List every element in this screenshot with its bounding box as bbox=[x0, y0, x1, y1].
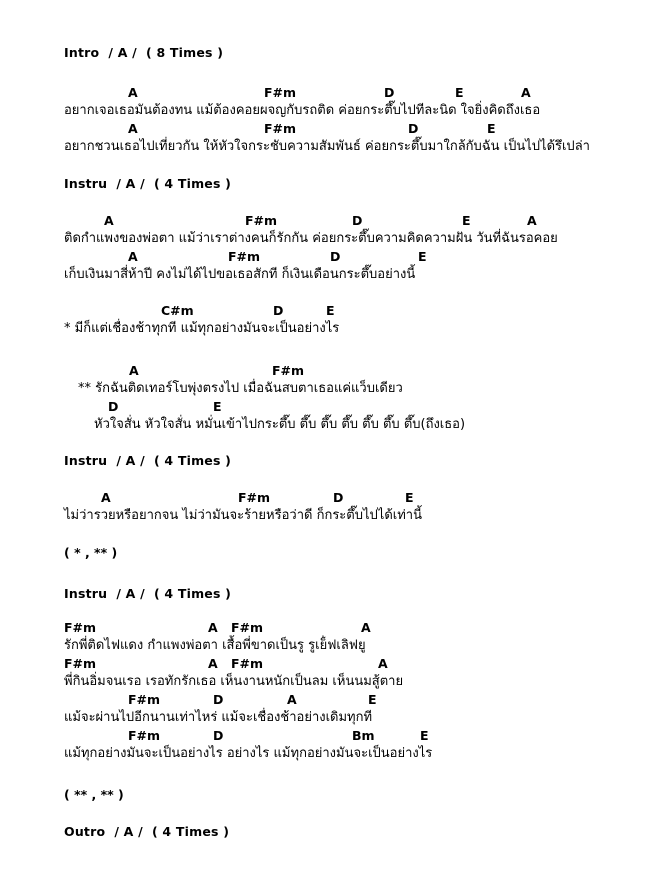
chord-label: F#m bbox=[64, 620, 97, 635]
verse-block bbox=[0, 84, 666, 156]
section-header bbox=[0, 45, 666, 61]
lyric-line: ติดกำแพงของพ่อตา แม้ว่าเราต่างคนก็รักกัน ค่อยกระตึ๊บความคิดความฝัน วันที่ฉันรอคอย bbox=[64, 231, 558, 246]
repeat-marker bbox=[0, 545, 666, 561]
section-header bbox=[0, 824, 666, 840]
lyric-line: ไม่ว่ารวยหรือยากจน ไม่ว่ามันจะร้ายหรือว่าดี ก็กระตึ๊บไปได้เท่านี้ bbox=[64, 508, 422, 523]
chord-label: D bbox=[352, 213, 363, 228]
section-header-text: Intro / A / ( 8 Times ) bbox=[64, 45, 224, 60]
chord-row bbox=[0, 727, 666, 744]
chord-label: E bbox=[213, 399, 222, 414]
chord-label: Bm bbox=[352, 728, 375, 743]
chord-label: A bbox=[361, 620, 371, 635]
chord-label: F#m bbox=[128, 728, 161, 743]
lyric-line: อยากเจอเธอมันต้องทน แม้ต้องคอยผจญกับรถติด ค่อยกระตึ๊บไปทีละนิด ใจยิ่งคิดถึงเธอ bbox=[64, 103, 541, 118]
section-header-text: Instru / A / ( 4 Times ) bbox=[64, 176, 232, 191]
chord-label: A bbox=[287, 692, 297, 707]
chord-label: D bbox=[384, 85, 395, 100]
chord-label: D bbox=[273, 303, 284, 318]
chord-label: E bbox=[455, 85, 464, 100]
lyric-line: หัวใจสั่น หัวใจสั่น หมั่นเข้าไปกระตึ๊บ ตึ๊บ ตึ๊บ ตึ๊บ ตึ๊บ ตึ๊บ ตึ๊บ(ถึงเธอ) bbox=[94, 417, 466, 432]
section-header bbox=[0, 453, 666, 469]
chord-row bbox=[0, 84, 666, 101]
chord-row bbox=[0, 362, 666, 379]
chord-label: A bbox=[521, 85, 531, 100]
lyric-line: เก็บเงินมาสี่ห้าปี คงไม่ได้ไปขอเธอสักที ก็เงินเดือนกระตึ๊บอย่างนี้ bbox=[64, 267, 416, 282]
lyric-line: แม้ทุกอย่างมันจะเป็นอย่างไร อย่างไร แม้ทุกอย่างมันจะเป็นอย่างไร bbox=[64, 746, 433, 761]
chord-label: F#m bbox=[228, 249, 261, 264]
chord-label: F#m bbox=[128, 692, 161, 707]
lyric-line: อยากชวนเธอไปเที่ยวกัน ให้หัวใจกระชับความสัมพันธ์ ค่อยกระตึ๊บมาใกล้กับฉัน เป็นไปได้รึเปล่า bbox=[64, 139, 590, 154]
chord-label: D bbox=[108, 399, 119, 414]
chord-row bbox=[0, 212, 666, 229]
chord-label: A bbox=[208, 656, 218, 671]
chord-row bbox=[0, 489, 666, 506]
chord-label: F#m bbox=[264, 85, 297, 100]
lyric-line: * มีก็แต่เชื่องช้าทุกที แม้ทุกอย่างมันจะเป็นอย่างไร bbox=[64, 321, 340, 336]
chord-row bbox=[0, 655, 666, 672]
section-header-text: Instru / A / ( 4 Times ) bbox=[64, 453, 232, 468]
verse-block bbox=[0, 619, 666, 763]
chord-label: F#m bbox=[264, 121, 297, 136]
chord-label: F#m bbox=[238, 490, 271, 505]
chord-label: E bbox=[405, 490, 414, 505]
chord-label: E bbox=[487, 121, 496, 136]
chord-row bbox=[0, 248, 666, 265]
repeat-marker bbox=[0, 787, 666, 803]
chord-row bbox=[0, 398, 666, 415]
chord-label: A bbox=[527, 213, 537, 228]
verse-block bbox=[0, 212, 666, 284]
section-header bbox=[0, 176, 666, 192]
chord-label: A bbox=[128, 121, 138, 136]
chord-label: F#m bbox=[272, 363, 305, 378]
chord-label: F#m bbox=[231, 656, 264, 671]
verse-block bbox=[0, 362, 666, 434]
chord-label: E bbox=[368, 692, 377, 707]
verse-block bbox=[0, 302, 666, 338]
chord-row bbox=[0, 691, 666, 708]
chord-label: E bbox=[462, 213, 471, 228]
chord-label: A bbox=[128, 85, 138, 100]
chord-label: F#m bbox=[245, 213, 278, 228]
chord-row bbox=[0, 302, 666, 319]
chord-row bbox=[0, 619, 666, 636]
chord-label: A bbox=[101, 490, 111, 505]
chord-label: F#m bbox=[231, 620, 264, 635]
chord-label: E bbox=[420, 728, 429, 743]
chord-label: A bbox=[208, 620, 218, 635]
chord-label: E bbox=[418, 249, 427, 264]
chord-label: D bbox=[213, 728, 224, 743]
chord-label: E bbox=[326, 303, 335, 318]
section-header bbox=[0, 586, 666, 602]
section-header-text: Outro / A / ( 4 Times ) bbox=[64, 824, 230, 839]
chord-label: F#m bbox=[64, 656, 97, 671]
chord-label: C#m bbox=[161, 303, 194, 318]
repeat-marker-text: ( ** , ** ) bbox=[64, 787, 124, 802]
chord-label: D bbox=[408, 121, 419, 136]
lyric-line: ** รักฉันติดเทอร์โบพุ่งตรงไป เมื่อฉันสบตาเธอแค่แว็บเดียว bbox=[78, 381, 403, 396]
chord-label: A bbox=[378, 656, 388, 671]
chord-label: A bbox=[129, 363, 139, 378]
lyric-line: แม้จะผ่านไปอีกนานเท่าไหร่ แม้จะเชื่องช้าอย่างเดิมทุกที bbox=[64, 710, 373, 725]
chord-label: A bbox=[104, 213, 114, 228]
chord-label: A bbox=[128, 249, 138, 264]
verse-block bbox=[0, 489, 666, 525]
chord-label: D bbox=[330, 249, 341, 264]
lyric-line: พี่กินอิ่มจนเรอ เรอทักรักเธอ เห็นงานหนักเป็นลม เห็นนมสู้ตาย bbox=[64, 674, 404, 689]
chord-row bbox=[0, 120, 666, 137]
chord-label: D bbox=[213, 692, 224, 707]
repeat-marker-text: ( * , ** ) bbox=[64, 545, 118, 560]
chord-label: D bbox=[333, 490, 344, 505]
lyric-line: รักพี่ติดไฟแดง กำแพงพ่อตา เสื้อพี่ขาดเป็นรู รูเย็ํฟเลิฟยู bbox=[64, 638, 366, 653]
section-header-text: Instru / A / ( 4 Times ) bbox=[64, 586, 232, 601]
